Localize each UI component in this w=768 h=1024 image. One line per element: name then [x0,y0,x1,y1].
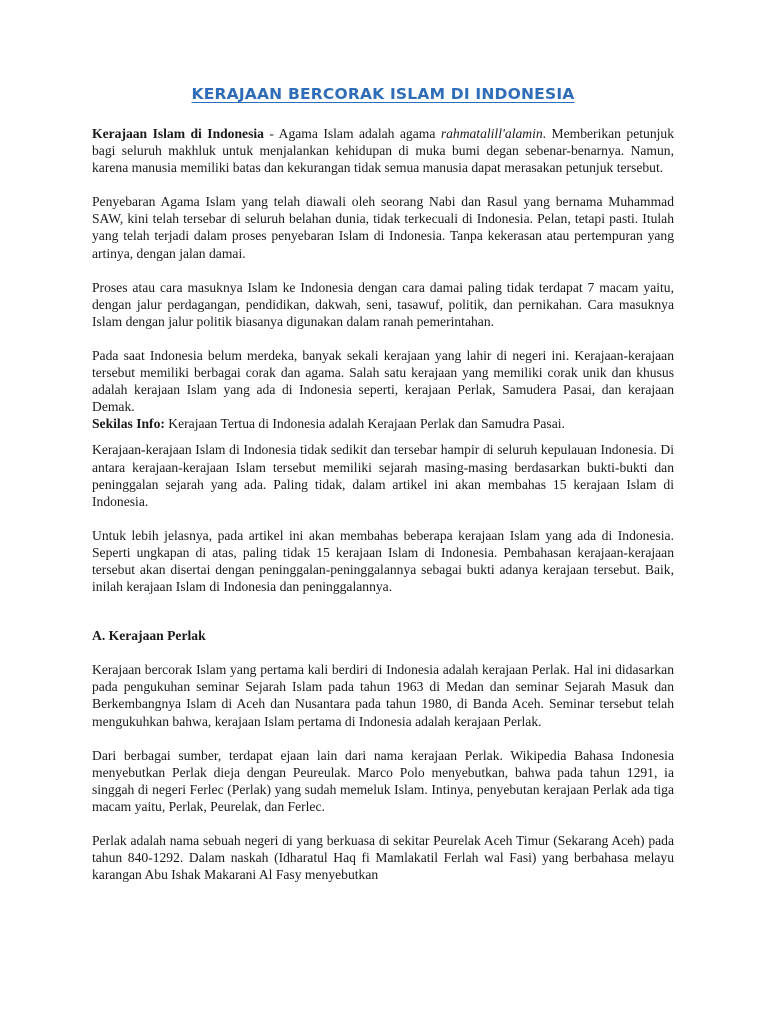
paragraph: Pada saat Indonesia belum merdeka, banyak sekali kerajaan yang lahir di negeri ini. Kerajaan-kerajaan tersebut memiliki berbagai corak dan agama. Salah satu kerajaan yang memiliki corak unik dan khusus adalah kerajaan Islam yang ada di Indonesia seperti, kerajaan Perlak, Samudera Pasai, dan kerajaan Demak. [92,347,674,415]
paragraph: Penyebaran Agama Islam yang telah diawali oleh seorang Nabi dan Rasul yang bernama Muhammad SAW, kini telah tersebar di seluruh belahan dunia, tidak terkecuali di Indonesia. Pelan, tetapi pasti. Itulah yang telah terjadi dalam proses penyebaran Islam di Indonesia. Tanpa kekerasan atau pertempuran yang artinya, dengan jalan damai. [92,194,674,261]
paragraph: Dari berbagai sumber, terdapat ejaan lain dari nama kerajaan Perlak. Wikipedia Bahasa Indonesia menyebutkan Perlak dieja dengan Peureulak. Marco Polo menyebutkan, bahwa pada tahun 1291, ia singgah di negeri Ferlec (Perlak) yang sudah memeluk Islam. Intinya, penyebutan kerajaan Perlak ada tiga macam yaitu, Perlak, Peurelak, dan Ferlec. [92,747,674,814]
paragraph: Kerajaan bercorak Islam yang pertama kali berdiri di Indonesia adalah kerajaan Perlak. Hal ini didasarkan pada pengukuhan seminar Sejarah Islam pada tahun 1963 di Medan dan seminar Sejarah Masuk dan Berkembangnya Islam di Aceh dan Nusantara pada tahun 1980, di Banda Aceh. Seminar tersebut telah mengukuhkan bahwa, kerajaan Islam pertama di Indonesia adalah kerajaan Perlak. [92,662,674,729]
document-page [92,84,674,900]
paragraph: Perlak adalah nama sebuah negeri di yang berkuasa di sekitar Peurelak Aceh Timur (Sekarang Aceh) pada tahun 840-1292. Dalam naskah (Idharatul Haq fi Mamlakatil Ferlah wal Fasi) yang berbahasa melayu karangan Abu Ishak Makarani Al Fasy menyebutkan [92,833,674,883]
info-text: Kerajaan Tertua di Indonesia adalah Kerajaan Perlak dan Samudra Pasai. [164,416,565,432]
paragraph: Kerajaan-kerajaan Islam di Indonesia tidak sedikit dan tersebar hampir di seluruh kepulauan Indonesia. Di antara kerajaan-kerajaan Islam tersebut memiliki sejarah masing-masing berdasarkan bukti-bukti dan peninggalan sejarah yang ada. Paling tidak, dalam artikel ini akan membahas 15 kerajaan Islam di Indonesia. [92,442,674,509]
intro-paragraph [92,125,674,176]
paragraph: Untuk lebih jelasnya, pada artikel ini akan membahas beberapa kerajaan Islam yang ada di Indonesia. Seperti ungkapan di atas, paling tidak 15 kerajaan Islam di Indonesia. Pembahasan kerajaan-kerajaan tersebut akan disertai dengan peninggalan-peninggalannya sebagai bukti adanya kerajaan tersebut. Baik, inilah kerajaan Islam di Indonesia dan peninggalannya. [92,527,674,595]
intro-lead: Kerajaan Islam di Indonesia [92,126,264,141]
intro-text-2: . Memberikan petunjuk bagi seluruh makhluk untuk menjalankan kehidupan di muka bumi degan sebenar-benarnya. Namun, karena manusia memiliki batas dan kekurangan tidak semua manusia dapat merasakan petunjuk tersebut. [92,126,674,176]
info-note [92,415,674,432]
paragraph: Proses atau cara masuknya Islam ke Indonesia dengan cara damai paling tidak terdapat 7 macam yaitu, dengan jalur perdagangan, pendidikan, dakwah, seni, tasawuf, politik, dan pernikahan. Cara masuknya Islam dengan jalur politik biasanya digunakan dalam ranah pemerintahan. [92,279,674,329]
section-heading: A. Kerajaan Perlak [92,628,206,644]
intro-italic: rahmatalill'alamin [440,126,543,141]
intro-text-1: - Agama Islam adalah agama [263,126,441,141]
document-title: KERAJAAN BERCORAK ISLAM DI INDONESIA [191,85,575,103]
info-label: Sekilas Info: [92,416,165,432]
